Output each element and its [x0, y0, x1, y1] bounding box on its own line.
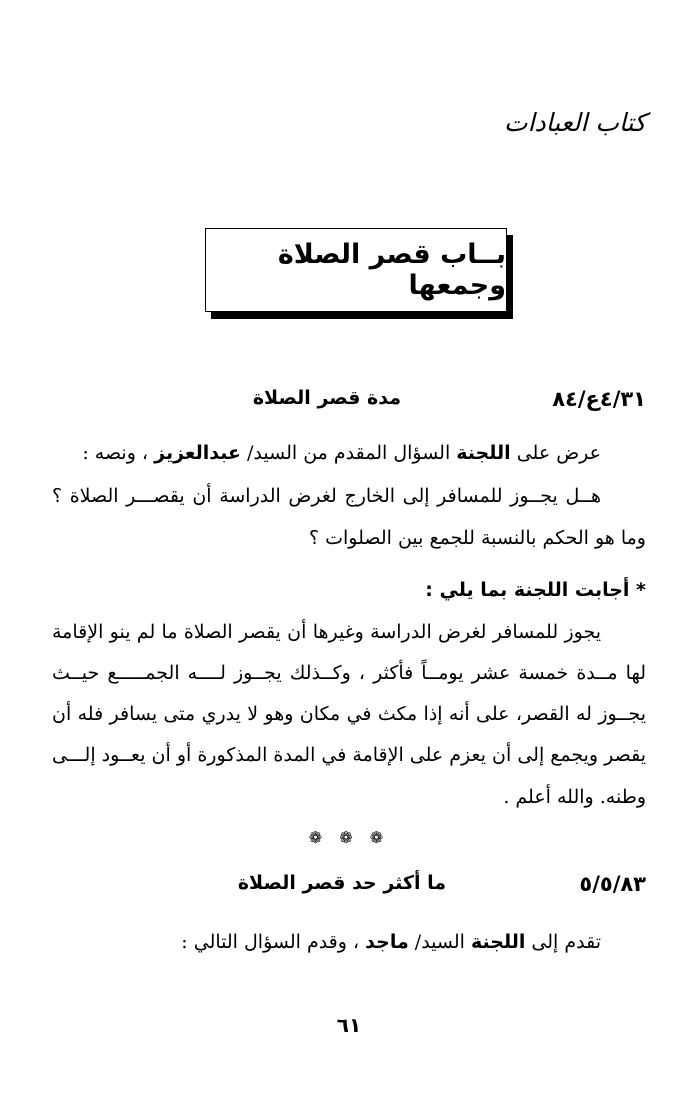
- running-header: كتاب العبادات: [504, 108, 646, 137]
- intro-text: تقدم إلى: [531, 931, 601, 953]
- committee-name: اللجنة: [470, 931, 526, 953]
- fatwa-number: ٤/٣١ع/٨٤: [552, 387, 646, 411]
- intro-text: ، وقدم السؤال التالي :: [181, 931, 360, 953]
- fatwa-heading-1: [52, 387, 646, 419]
- intro-text: السؤال المقدم من السيد/: [247, 442, 451, 464]
- answer-line: لها مــدة خمسة عشر يومــاً فأكثر ، وكــذلك يجــوز لــــه الجمـــــع حيــث: [52, 662, 646, 684]
- committee-name: اللجنة: [456, 442, 511, 464]
- answer-line: وطنه. والله أعلم .: [503, 786, 646, 808]
- intro-text: السيد/: [414, 931, 465, 953]
- fatwa-intro-2: [52, 927, 601, 957]
- answer-heading: * أجابت اللجنة بما يلي :: [425, 579, 646, 601]
- fatwa-heading-2: [52, 872, 646, 904]
- fatwa-title: مدة قصر الصلاة: [252, 387, 401, 409]
- chapter-title: بــاب قصر الصلاة وجمعها: [277, 239, 506, 301]
- page-number: ٦١: [336, 1013, 362, 1037]
- answer-line: يجــوز له القصر، على أنه إذا مكث في مكان وهو لا يدري متى يسافر فله أن: [52, 703, 646, 725]
- question-line: وما هو الحكم بالنسبة للجمع بين الصلوات ؟: [308, 527, 646, 549]
- answer-line: يجوز للمسافر لغرض الدراسة وغيرها أن يقصر الصلاة ما لم ينو الإقامة: [52, 621, 601, 643]
- intro-text: ، ونصه :: [82, 442, 149, 464]
- intro-text: عرض على: [516, 442, 601, 464]
- fatwa-title: ما أكثر حد قصر الصلاة: [237, 872, 446, 894]
- chapter-title-box: [205, 228, 507, 312]
- person-name: ماجد: [365, 931, 409, 953]
- fatwa-number: ٥/٥/٨٣: [579, 872, 646, 896]
- answer-line: يقصر ويجمع إلى أن يعزم على الإقامة في المدة المذكورة أو أن يعــود إلـــى: [52, 744, 646, 766]
- person-name: عبدالعزيز: [154, 442, 241, 464]
- section-separator: ❁ ❁ ❁: [308, 828, 390, 847]
- question-line: هــل يجــوز للمسافر إلى الخارج لغرض الدراسة أن يقصـــر الصلاة ؟: [52, 485, 601, 507]
- fatwa-intro-1: [52, 438, 601, 468]
